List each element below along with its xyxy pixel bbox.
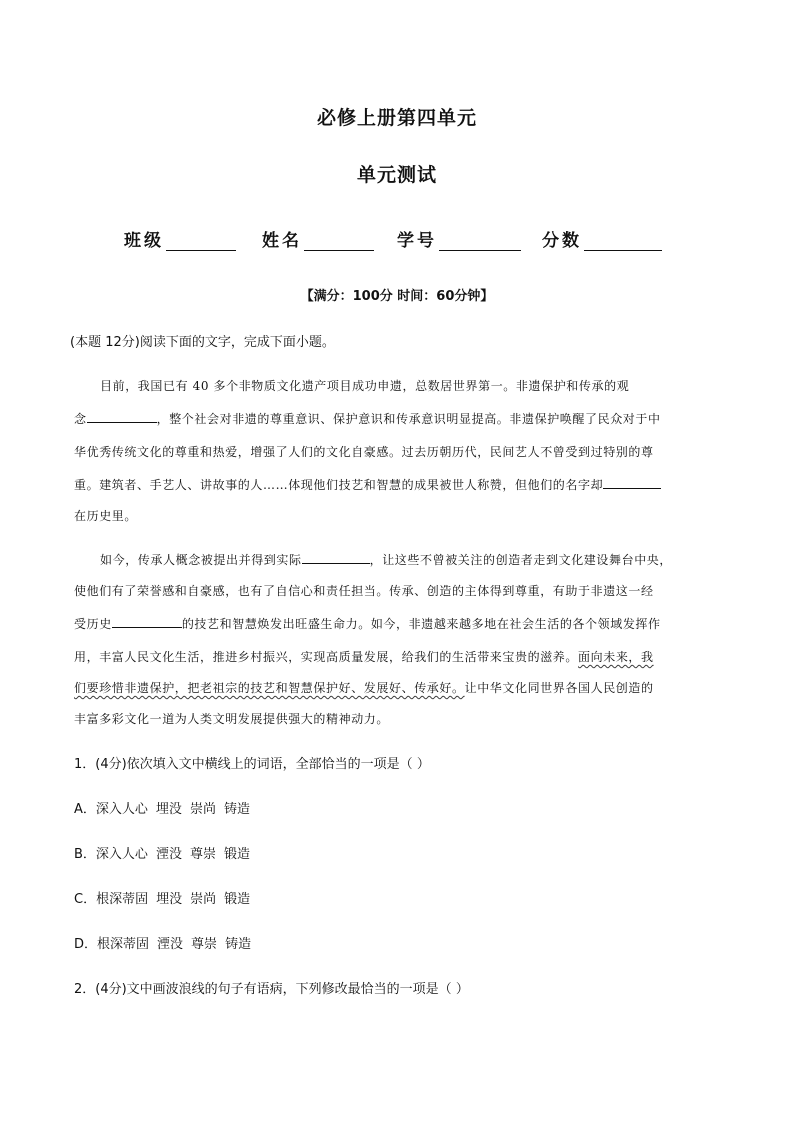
option-word: 埋没 [155,802,182,817]
passage-p1-line3: 华优秀传统文化的尊重和热爱，增强了人们的文化自豪感。过去历朝历代，民间艺人不曾受到过特别的尊 [74,445,654,459]
option-word: 尊崇 [191,937,218,952]
option-word: 根深蒂固 [96,892,149,907]
fill-blank-2[interactable] [603,476,661,489]
question-2-stem: 2．(4分)文中画波浪线的句子有语病，下列修改最恰当的一项是（ ） [74,982,469,997]
fill-blank-4[interactable] [112,615,182,628]
name-field [262,226,374,251]
question-1-option-a[interactable] [74,798,258,817]
passage-text: 如今，传承人概念被提出并得到实际 [100,553,302,567]
student-info-row [124,226,684,254]
student-id-label: 学号 [397,231,437,251]
passage-text: 念 [74,412,87,426]
option-word: 根深蒂固 [97,937,150,952]
score-label: 分数 [542,231,582,251]
passage-text: 让中华文化同世界各国人民创造的 [464,681,654,695]
score-field [542,226,662,251]
option-letter: B． [74,847,96,862]
option-word: 锻造 [224,892,251,907]
option-word: 湮没 [155,847,182,862]
question-1-stem: 1．(4分)依次填入文中横线上的词语，全部恰当的一项是（ ） [74,757,430,772]
passage-text: 重。建筑者、手艺人、讲故事的人……体现他们技艺和智慧的成果被世人称赞，但他们的名字却 [74,478,604,492]
question-1-option-c[interactable] [74,888,258,907]
option-word: 深入人心 [95,802,148,817]
passage-p1-line2 [74,410,724,427]
question-1-option-d[interactable] [74,933,259,952]
passage-p2-line5 [74,679,724,696]
passage-p2-line6: 丰富多彩文化一道为人类文明发展提供强大的精神动力。 [74,712,390,726]
passage-p2-line3 [74,615,724,632]
question-1-option-b[interactable] [74,843,258,862]
class-label: 班级 [124,231,164,251]
class-field [124,226,236,251]
option-word: 锻造 [223,847,250,862]
fill-blank-3[interactable] [302,551,370,564]
passage-text: 受历史 [74,617,112,631]
option-letter: A． [74,802,96,817]
wavy-sentence: 面向未来，我 [578,650,654,664]
option-letter: D． [74,937,98,952]
option-word: 埋没 [156,892,183,907]
passage-p1-line1: 目前，我国已有 40 多个非物质文化遗产项目成功申遗，总数居世界第一。非遗保护和传承的观 [100,379,630,393]
student-id-field [397,226,521,251]
option-word: 深入人心 [95,847,148,862]
wavy-sentence: 们要珍惜非遗保护，把老祖宗的技艺和智慧保护好、发展好、传承好。 [74,681,465,695]
page-title: 必修上册第四单元 [316,107,477,129]
option-word: 铸造 [225,937,252,952]
option-word: 铸造 [223,802,250,817]
score-blank[interactable] [584,234,662,251]
passage-p2-line1 [100,551,750,568]
section-intro: (本题 12分)阅读下面的文字，完成下面小题。 [70,335,335,350]
score-time-info: 【满分：100分 时间：60分钟】 [300,289,494,304]
option-word: 湮没 [157,937,184,952]
passage-text: ，让这些不曾被关注的创造者走到文化建设舞台中央， [369,553,673,567]
passage-text: 的技艺和智慧焕发出旺盛生命力。如今，非遗越来越多地在社会生活的各个领域发挥作 [181,617,661,631]
passage-text: ，整个社会对非遗的尊重意识、保护意识和传承意识明显提高。非遗保护唤醒了民众对于中 [156,412,661,426]
option-letter: C． [74,892,97,907]
passage-p2-line4 [74,648,724,665]
option-word: 崇尚 [190,892,217,907]
passage-p2-line2: 使他们有了荣誉感和自豪感，也有了自信心和责任担当。传承、创造的主体得到尊重，有助于非遗这一经 [74,584,654,598]
option-word: 崇尚 [189,802,216,817]
passage-text: 用，丰富人民文化生活，推进乡村振兴，实现高质量发展，给我们的生活带来宝贵的滋养。 [74,650,579,664]
page-subtitle: 单元测试 [356,164,437,186]
name-blank[interactable] [304,234,374,251]
student-id-blank[interactable] [439,234,521,251]
fill-blank-1[interactable] [87,410,157,423]
passage-p1-line4 [74,476,724,493]
class-blank[interactable] [166,234,236,251]
option-word: 尊崇 [189,847,216,862]
passage-p1-line5: 在历史里。 [74,509,138,523]
name-label: 姓名 [262,231,302,251]
